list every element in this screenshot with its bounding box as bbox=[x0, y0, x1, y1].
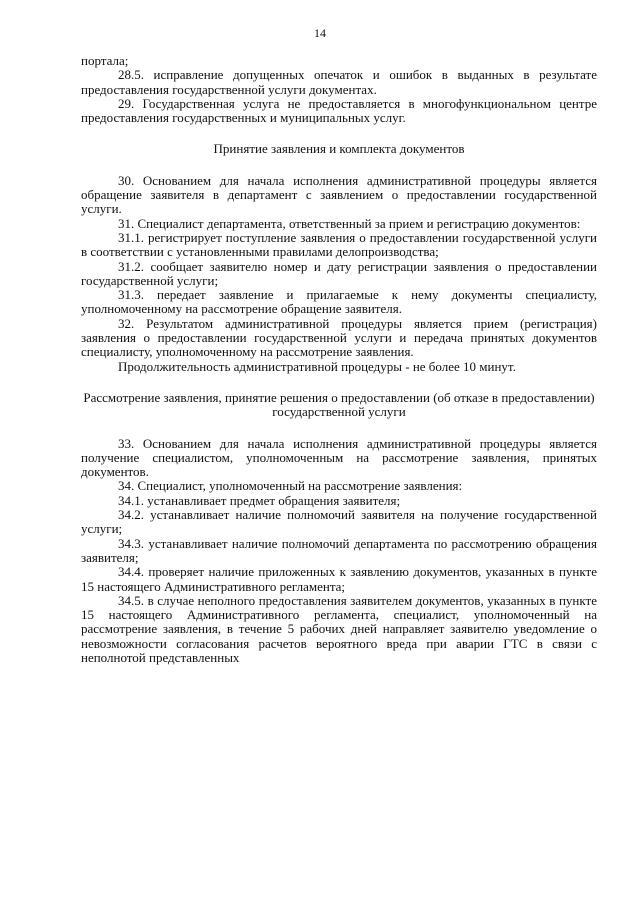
paragraph-34-1: 34.1. устанавливает предмет обращения заявителя; bbox=[118, 492, 401, 508]
paragraph-31-2: 31.2. сообщает заявителю номер и дату регистрации заявления о предоставлении государственной услуги; bbox=[81, 258, 597, 288]
paragraph-31: 31. Специалист департамента, ответственный за прием и регистрацию документов: bbox=[118, 215, 581, 231]
paragraph-34: 34. Специалист, уполномоченный на рассмотрение заявления: bbox=[118, 478, 463, 494]
paragraph-32: 32. Результатом административной процедуры является прием (регистрация) заявления о предоставлении государственной услуги и передача принятых документов специалисту, уполномоченному на рассмотрение заявления. bbox=[81, 315, 597, 360]
section-heading-consideration: Рассмотрение заявления, принятие решения о предоставлении (об отказе в предоставлении) государственной услуги bbox=[83, 389, 595, 420]
paragraph-31-3: 31.3. передает заявление и прилагаемые к нему документы специалисту, уполномоченному на рассмотрение обращение заявителя. bbox=[81, 287, 597, 317]
paragraph-duration: Продолжительность административной процедуры - не более 10 минут. bbox=[118, 358, 516, 374]
paragraph-33: 33. Основанием для начала исполнения административной процедуры является получение специалистом, уполномоченным на рассмотрение заявления, принятых документов. bbox=[81, 435, 597, 480]
paragraph-34-4: 34.4. проверяет наличие приложенных к заявлению документов, указанных в пункте 15 настоящего Административного регламента; bbox=[81, 564, 597, 594]
paragraph-30: 30. Основанием для начала исполнения административной процедуры является обращение заявителя в департамент с заявлением о предоставлении государственной услуги. bbox=[81, 172, 597, 217]
paragraph-34-3: 34.3. устанавливает наличие полномочий департамента по рассмотрению обращения заявителя; bbox=[81, 535, 597, 565]
paragraph-34-5: 34.5. в случае неполного предоставления заявителем документов, указанных в пункте 15 настоящего Административного регламента, специалист, уполномоченный на рассмотрение заявления, в течение 5 рабочих дней направляет заявителю уведомление о невозможности согласования расчетов вероятного вреда при аварии ГТС в связи с неполнотой представленных bbox=[81, 592, 597, 665]
paragraph-29: 29. Государственная услуга не предоставляется в многофункциональном центре предоставления государственных и муниципальных услуг. bbox=[81, 95, 597, 126]
paragraph-portal-continuation: портала; bbox=[81, 53, 129, 68]
paragraph-28-5: 28.5. исправление допущенных опечаток и ошибок в выданных в результате предоставления государственной услуги документах. bbox=[81, 67, 597, 97]
document-body bbox=[81, 54, 597, 665]
section-heading-acceptance: Принятие заявления и комплекта документов bbox=[213, 141, 465, 157]
paragraph-31-1: 31.1. регистрирует поступление заявления о предоставлении государственной услуги в соответствии с установленными правилами делопроизводства; bbox=[81, 229, 597, 260]
paragraph-34-2: 34.2. устанавливает наличие полномочий заявителя на получение государственной услуги; bbox=[81, 507, 597, 537]
page-number: 14 bbox=[314, 26, 326, 40]
